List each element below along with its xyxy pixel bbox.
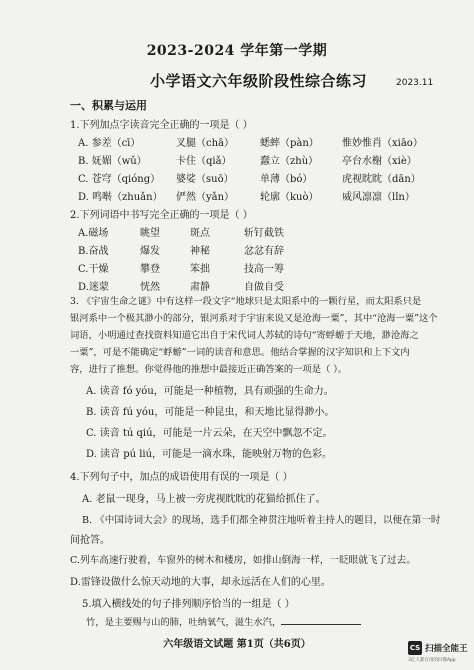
q1-stem: 1.下列加点字读音完全正确的一项是（ ） — [70, 120, 253, 131]
section-heading: 一、积累与运用 — [70, 99, 147, 112]
q4-option-d: D.雷锋设做什么惊天动地的大事，却永远活在人们的心里。 — [70, 577, 331, 588]
page-footer: 六年级语文试题 第1页（共6页） — [163, 639, 311, 650]
q5-line — [86, 614, 361, 628]
q1-c-3: 单薄（bó） — [260, 174, 313, 185]
q1-d-1: D. 鸣啭（zhuǎn） — [78, 192, 163, 203]
q1-c-1: C. 苍穹（qióng） — [78, 174, 161, 185]
q3-line: 一粟”，可是不能确定“蜉蝣”一词的读音和意思。他结合掌握的汉字知识和上下文内 — [70, 347, 410, 358]
q1-d-2: 俨然（yǎn） — [176, 192, 235, 203]
q3-line: 容，进行了推想。你觉得他的推想中最接近正确答案的一项是（ ）。 — [70, 364, 348, 375]
q1-a-4: 惟妙惟肖（xiāo） — [342, 138, 423, 149]
q4-option-a: A. 老鼠一现身，马上被一旁虎视眈眈的花猫给抓住了。 — [82, 494, 326, 505]
q3-option-d: D. 读音 pú liú，可能是一滴水珠，能映射万物的色彩。 — [86, 449, 333, 460]
q2-b-4: 忿忿有辞 — [244, 246, 284, 257]
q3-line: 词语，小明通过查找资料知道它出自于宋代词人苏轼的诗句“寄蜉蝣于天地，渺沧海之 — [70, 330, 419, 341]
scanner-logo-icon: CS — [408, 641, 422, 655]
q3-line: 3. 《宇宙生命之谜》中有这样一段文字“地球只是太阳系中的一颗行星，而太阳系只是 — [70, 296, 422, 307]
q2-stem: 2.下列词语中书写完全正确的一项是（ ） — [70, 210, 253, 221]
q1-c-4: 虎视眈眈（dān） — [342, 174, 421, 185]
q4-option-b: B. 《中国诗词大会》的现场，选手们都全神贯注地听着主持人的题目，以便在第一时 — [82, 515, 441, 526]
q2-c-4: 技高一筹 — [244, 264, 284, 275]
q2-a-4: 斩钉截铁 — [244, 228, 284, 239]
q3-option-c: C. 读音 tú qiú，可能是一片云朵，在天空中飘忽不定。 — [86, 428, 333, 439]
q4-option-b-cont: 间抢答。 — [70, 535, 110, 546]
q2-a-2: 眺望 — [140, 228, 160, 239]
q2-c-1: C.干燥 — [78, 264, 109, 275]
q4-option-c: C.列车高速行驶着，车窗外的树木和楼房，如排山倒海一样，一眨眼就飞了过去。 — [70, 555, 416, 566]
answer-blank — [281, 615, 361, 625]
q1-d-4: 威风凛凛（lǐn） — [342, 192, 415, 203]
q2-d-3: 肃静 — [190, 282, 210, 293]
exam-date: 2023.11 — [396, 78, 434, 88]
q1-a-3: 蟋蟀（pàn） — [260, 138, 319, 149]
q2-c-2: 攀登 — [140, 264, 160, 275]
q3-option-b: B. 读音 fú yóu，可能是一种昆虫，和天地比显得渺小。 — [86, 407, 335, 418]
q1-c-2: 婆娑（suō） — [176, 174, 234, 185]
q2-d-2: 恍然 — [140, 282, 160, 293]
q2-a-3: 斑点 — [190, 228, 210, 239]
q3-option-a: A. 读音 fó yóu，可能是一种植物，具有顽强的生命力。 — [86, 386, 334, 397]
q1-b-4: 亭台水榭（xiè） — [342, 156, 417, 167]
q2-d-1: D.迷蒙 — [78, 282, 109, 293]
q1-a-1: A. 参差（cī） — [78, 138, 141, 149]
q1-b-2: 卡住（qiǎ） — [176, 156, 232, 167]
q2-b-1: B.奋战 — [78, 246, 109, 257]
q2-a-1: A.磁场 — [78, 228, 109, 239]
q5-text: 竹，是主要赐与山的肺，吐纳氧气，滋生水汽， — [86, 617, 282, 628]
q1-b-1: B. 妩媚（wǔ） — [78, 156, 147, 167]
q2-b-2: 爆发 — [140, 246, 160, 257]
exam-subtitle: 小学语文六年级阶段性综合练习 — [150, 72, 368, 90]
q2-d-4: 自做自受 — [244, 282, 284, 293]
exam-title: 2023-2024 学年第一学期 — [146, 43, 328, 59]
q2-c-3: 笨拙 — [190, 264, 210, 275]
q1-a-2: 叉腿（chā） — [176, 138, 235, 149]
q4-stem: 4.下列句子中，加点的成语使用有误的一项是（ ） — [70, 472, 293, 483]
scanner-tagline: 3亿人都在用的扫描App — [408, 658, 456, 663]
scanner-app-name: 扫描全能王 — [425, 644, 468, 654]
scanner-watermark — [408, 641, 468, 655]
q5-stem: 5.填入横线处的句子排列顺序恰当的一组是（ ） — [82, 599, 295, 610]
q2-b-3: 神秘 — [190, 246, 210, 257]
q3-line: 银河系中一个极其渺小的部分，银河系对于宇宙来说又是沧海一粟”，其中“沧海一粟”这个 — [70, 313, 438, 324]
q1-d-3: 轮廓（kuò） — [260, 192, 319, 203]
q1-b-3: 蠢立（zhù） — [260, 156, 319, 167]
